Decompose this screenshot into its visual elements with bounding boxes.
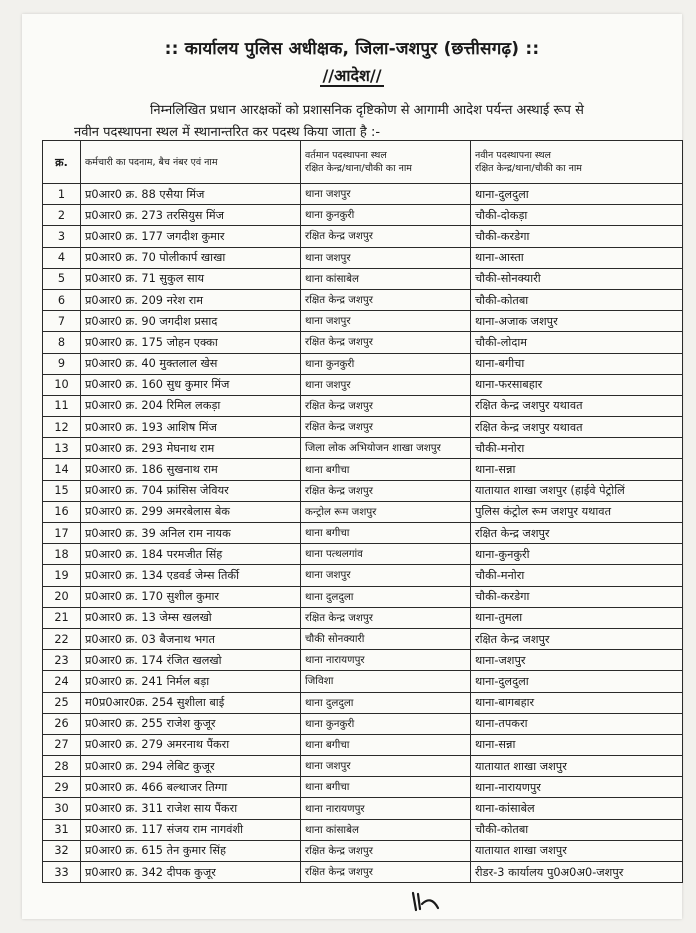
row-new-posting: चौकी-लोदाम [471,332,683,353]
row-serial: 13 [43,438,81,459]
row-employee: प्र0आर0 क्र. 13 जेम्स खलखो [81,607,301,628]
row-current-posting: थाना कुनकुरी [301,205,471,226]
row-current-posting: थाना बगीचा [301,777,471,798]
row-serial: 19 [43,565,81,586]
row-current-posting: थाना जशपुर [301,247,471,268]
row-serial: 20 [43,586,81,607]
row-serial: 32 [43,840,81,861]
row-serial: 33 [43,862,81,883]
row-serial: 23 [43,650,81,671]
row-current-posting: रक्षित केन्द्र जशपुर [301,417,471,438]
row-new-posting: चौकी-मनोरा [471,565,683,586]
row-serial: 21 [43,607,81,628]
table-row [43,268,683,289]
row-serial: 9 [43,353,81,374]
row-new-posting: थाना-आस्ता [471,247,683,268]
row-new-posting: थाना-दुलदुला [471,184,683,205]
row-new-posting: रक्षित केन्द्र जशपुर यथावत [471,395,683,416]
table-row [43,650,683,671]
row-employee: प्र0आर0 क्र. 117 संजय राम नागवंशी [81,819,301,840]
row-new-posting: चौकी-करडेगा [471,226,683,247]
row-employee: प्र0आर0 क्र. 255 राजेश कुजूर [81,713,301,734]
table-row [43,692,683,713]
table-row [43,459,683,480]
row-serial: 5 [43,268,81,289]
row-new-posting: थाना-नारायणपुर [471,777,683,798]
row-new-posting: थाना-बगीचा [471,353,683,374]
row-employee: प्र0आर0 क्र. 70 पोलीकार्प खाखा [81,247,301,268]
row-employee: प्र0आर0 क्र. 209 नरेश राम [81,289,301,310]
row-employee: प्र0आर0 क्र. 193 आशिष मिंज [81,417,301,438]
row-serial: 10 [43,374,81,395]
row-employee: प्र0आर0 क्र. 39 अनिल राम नायक [81,523,301,544]
row-serial: 28 [43,756,81,777]
table-row [43,734,683,755]
row-employee: म0प्र0आर0क्र. 254 सुशीला बाई [81,692,301,713]
row-current-posting: थाना बगीचा [301,459,471,480]
header-employee: कर्मचारी का पदनाम, बैच नंबर एवं नाम [81,141,301,184]
table-row [43,819,683,840]
row-new-posting: यातायात शाखा जशपुर [471,756,683,777]
row-employee: प्र0आर0 क्र. 294 लेबिट कुजूर [81,756,301,777]
transfer-table [42,140,683,883]
table-row [43,205,683,226]
row-new-posting: थाना-सन्ना [471,459,683,480]
table-header-row [43,141,683,184]
row-employee: प्र0आर0 क्र. 273 तरसियुस मिंज [81,205,301,226]
row-current-posting: थाना बगीचा [301,734,471,755]
table-row [43,840,683,861]
intro-text-line2: नवीन पदस्थापना स्थल में स्थानान्तरित कर पदस्थ किया जाता है :- [74,125,381,140]
table-row [43,501,683,522]
row-employee: प्र0आर0 क्र. 311 राजेश साय पैंकरा [81,798,301,819]
table-row [43,862,683,883]
table-row [43,671,683,692]
table-row [43,353,683,374]
row-employee: प्र0आर0 क्र. 160 सुध कुमार मिंज [81,374,301,395]
row-employee: प्र0आर0 क्र. 466 बल्थाजर तिग्गा [81,777,301,798]
row-current-posting: थाना दुलदुला [301,692,471,713]
order-heading [22,64,682,86]
row-serial: 11 [43,395,81,416]
row-serial: 12 [43,417,81,438]
row-serial: 31 [43,819,81,840]
table-row [43,247,683,268]
row-serial: 1 [43,184,81,205]
header-serial: क्र. [43,141,81,184]
row-current-posting: थाना जशपुर [301,374,471,395]
row-current-posting: रक्षित केन्द्र जशपुर [301,607,471,628]
row-employee: प्र0आर0 क्र. 186 सुखनाथ राम [81,459,301,480]
row-new-posting: थाना-अजाक जशपुर [471,311,683,332]
row-current-posting: कन्ट्रोल रूम जशपुर [301,501,471,522]
row-employee: प्र0आर0 क्र. 342 दीपक कुजूर [81,862,301,883]
row-employee: प्र0आर0 क्र. 241 निर्मल बड़ा [81,671,301,692]
row-serial: 24 [43,671,81,692]
table-row [43,586,683,607]
row-employee: प्र0आर0 क्र. 279 अमरनाथ पैंकरा [81,734,301,755]
table-row [43,311,683,332]
row-current-posting: रक्षित केन्द्र जशपुर [301,840,471,861]
table-row [43,395,683,416]
row-employee: प्र0आर0 क्र. 134 एडवर्ड जेम्स तिर्की [81,565,301,586]
row-current-posting: थाना नारायणपुर [301,798,471,819]
row-new-posting: थाना-कांसाबेल [471,798,683,819]
row-serial: 30 [43,798,81,819]
row-new-posting: चौकी-सोनक्यारी [471,268,683,289]
row-new-posting: थाना-दुलदुला [471,671,683,692]
table-row [43,713,683,734]
row-serial: 26 [43,713,81,734]
row-current-posting: चौकी सोनक्यारी [301,628,471,649]
signature-mark [407,890,443,914]
row-new-posting: थाना-कुनकुरी [471,544,683,565]
row-new-posting: रीडर-3 कार्यालय पु0अ0अ0-जशपुर [471,862,683,883]
header-new-line2: रक्षित केन्द्र/थाना/चौकी का नाम [475,163,582,174]
table-row [43,289,683,310]
table-row [43,438,683,459]
row-new-posting: चौकी-दोकड़ा [471,205,683,226]
row-current-posting: जिला लोक अभियोजन शाखा जशपुर [301,438,471,459]
table-row [43,480,683,501]
row-employee: प्र0आर0 क्र. 71 सुकुल साय [81,268,301,289]
table-body [43,184,683,883]
row-new-posting: थाना-सन्ना [471,734,683,755]
row-serial: 18 [43,544,81,565]
row-serial: 22 [43,628,81,649]
table-row [43,544,683,565]
row-new-posting: रक्षित केन्द्र जशपुर [471,628,683,649]
row-current-posting: थाना जशपुर [301,184,471,205]
row-current-posting: थाना पत्थलगांव [301,544,471,565]
row-new-posting: थाना-जशपुर [471,650,683,671]
table-row [43,523,683,544]
table-row [43,565,683,586]
header-current-line1: वर्तमान पदस्थापना स्थल [305,150,387,161]
row-serial: 4 [43,247,81,268]
header-new-line1: नवीन पदस्थापना स्थल [475,150,551,161]
row-new-posting: रक्षित केन्द्र जशपुर [471,523,683,544]
order-heading-text: //आदेश// [322,66,382,85]
table-row [43,332,683,353]
row-serial: 15 [43,480,81,501]
table-row [43,417,683,438]
row-serial: 27 [43,734,81,755]
row-new-posting: चौकी-कोतबा [471,819,683,840]
table-row [43,798,683,819]
row-serial: 16 [43,501,81,522]
row-current-posting: थाना कांसाबेल [301,268,471,289]
row-serial: 14 [43,459,81,480]
row-employee: प्र0आर0 क्र. 293 मेघनाथ राम [81,438,301,459]
intro-text-line1: निम्नलिखित प्रधान आरक्षकों को प्रशासनिक दृष्टिकोण से आगामी आदेश पर्यन्त अस्थाई रूप से [150,103,584,118]
row-current-posting: रक्षित केन्द्र जशपुर [301,862,471,883]
table-row [43,184,683,205]
row-serial: 3 [43,226,81,247]
row-current-posting: रक्षित केन्द्र जशपुर [301,289,471,310]
table-row [43,374,683,395]
row-new-posting: चौकी-करडेगा [471,586,683,607]
table-row [43,777,683,798]
row-employee: प्र0आर0 क्र. 90 जगदीश प्रसाद [81,311,301,332]
row-current-posting: थाना कांसाबेल [301,819,471,840]
table-row [43,226,683,247]
row-current-posting: थाना दुलदुला [301,586,471,607]
header-new-posting [471,141,683,184]
row-employee: प्र0आर0 क्र. 615 तेन कुमार सिंह [81,840,301,861]
row-serial: 2 [43,205,81,226]
row-current-posting: थाना कुनकुरी [301,353,471,374]
row-employee: प्र0आर0 क्र. 03 बैजनाथ भगत [81,628,301,649]
row-current-posting: रक्षित केन्द्र जशपुर [301,480,471,501]
row-current-posting: थाना जशपुर [301,756,471,777]
row-serial: 6 [43,289,81,310]
row-employee: प्र0आर0 क्र. 170 सुशील कुमार [81,586,301,607]
row-serial: 29 [43,777,81,798]
row-employee: प्र0आर0 क्र. 175 जोहन एक्का [81,332,301,353]
row-new-posting: पुलिस कंट्रोल रूम जशपुर यथावत [471,501,683,522]
row-current-posting: जिविशा [301,671,471,692]
office-title: :: कार्यालय पुलिस अधीक्षक, जिला-जशपुर (छत्तीसगढ़) :: [164,39,540,59]
row-serial: 7 [43,311,81,332]
row-serial: 8 [43,332,81,353]
row-current-posting: रक्षित केन्द्र जशपुर [301,226,471,247]
header-current-line2: रक्षित केन्द्र/थाना/चौकी का नाम [305,163,412,174]
row-current-posting: रक्षित केन्द्र जशपुर [301,332,471,353]
row-new-posting: थाना-तपकरा [471,713,683,734]
row-employee: प्र0आर0 क्र. 184 परमजीत सिंह [81,544,301,565]
row-employee: प्र0आर0 क्र. 174 रंजित खलखो [81,650,301,671]
row-employee: प्र0आर0 क्र. 299 अमरबेलास बेक [81,501,301,522]
row-new-posting: थाना-बागबहार [471,692,683,713]
row-current-posting: रक्षित केन्द्र जशपुर [301,395,471,416]
row-employee: प्र0आर0 क्र. 204 रिमिल लकड़ा [81,395,301,416]
row-new-posting: यातायात शाखा जशपुर (हाईवे पेट्रोलिं [471,480,683,501]
row-current-posting: थाना कुनकुरी [301,713,471,734]
document-page [22,14,682,919]
row-employee: प्र0आर0 क्र. 88 एसैया मिंज [81,184,301,205]
row-new-posting: यातायात शाखा जशपुर [471,840,683,861]
row-current-posting: थाना नारायणपुर [301,650,471,671]
table-row [43,607,683,628]
table-row [43,756,683,777]
row-new-posting: थाना-फरसाबहार [471,374,683,395]
row-employee: प्र0आर0 क्र. 40 मुक्तलाल खेस [81,353,301,374]
row-current-posting: थाना जशपुर [301,311,471,332]
row-employee: प्र0आर0 क्र. 704 फ्रांसिस जेवियर [81,480,301,501]
table-row [43,628,683,649]
row-new-posting: रक्षित केन्द्र जशपुर यथावत [471,417,683,438]
row-serial: 25 [43,692,81,713]
row-current-posting: थाना बगीचा [301,523,471,544]
row-employee: प्र0आर0 क्र. 177 जगदीश कुमार [81,226,301,247]
row-new-posting: थाना-तुमला [471,607,683,628]
row-current-posting: थाना जशपुर [301,565,471,586]
row-new-posting: चौकी-कोतबा [471,289,683,310]
header-current-posting [301,141,471,184]
row-new-posting: चौकी-मनोरा [471,438,683,459]
row-serial: 17 [43,523,81,544]
